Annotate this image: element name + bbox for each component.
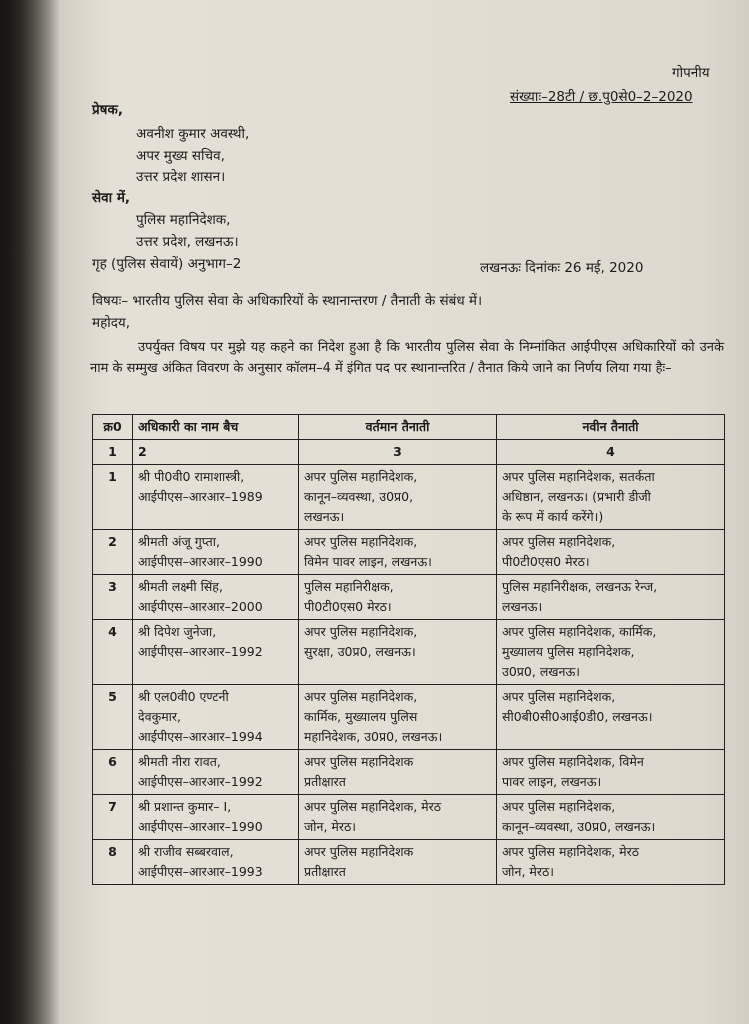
body-paragraph: उपर्युक्त विषय पर मुझे यह कहने का निदेश हुआ है कि भारतीय पुलिस सेवा के निम्नांकित आईपीएस अधिकारियों को उनके नाम के सम्मुख अंकित विवरण के अनुसार कॉलम–4 में इंगित पद पर स्थानान्तरित / तैनात किये जाने का निर्णय लिया गया हैः–: [90, 340, 724, 376]
reference-number: संख्याः–28टी / छ.पु0से0–2–2020: [510, 89, 693, 105]
table-header-row: [93, 415, 725, 440]
current-posting: अपर पुलिस महानिदेशक प्रतीक्षारत: [299, 840, 497, 885]
new-posting: अपर पुलिस महानिदेशक, पी0टी0एस0 मेरठ।: [497, 530, 725, 575]
row-serial: 1: [93, 465, 133, 530]
table-row: [93, 840, 725, 885]
new-posting: अपर पुलिस महानिदेशक, विमेन पावर लाइन, लखनऊ।: [497, 750, 725, 795]
new-posting: अपर पुलिस महानिदेशक, कार्मिक, मुख्यालय पुलिस महानिदेशक, उ0प्र0, लखनऊ।: [497, 620, 725, 685]
new-posting: अपर पुलिस महानिदेशक, सी0बी0सी0आई0डी0, लखनऊ।: [497, 685, 725, 750]
sender-name: अवनीश कुमार अवस्थी,: [136, 126, 250, 142]
column-number-row: [93, 440, 725, 465]
current-posting: अपर पुलिस महानिदेशक प्रतीक्षारत: [299, 750, 497, 795]
officer-name: श्री एल0वी0 एण्टनी देवकुमार, आईपीएस–आरआर–1994: [133, 685, 299, 750]
new-posting: पुलिस महानिरीक्षक, लखनऊ रेन्ज, लखनऊ।: [497, 575, 725, 620]
recipient-designation: पुलिस महानिदेशक,: [136, 212, 231, 228]
officer-name: श्रीमती नीरा रावत, आईपीएस–आरआर–1992: [133, 750, 299, 795]
new-posting: अपर पुलिस महानिदेशक, कानून–व्यवस्था, उ0प्र0, लखनऊ।: [497, 795, 725, 840]
page-shadow: [0, 0, 60, 1024]
officer-name: श्रीमती अंजू गुप्ता, आईपीएस–आरआर–1990: [133, 530, 299, 575]
row-serial: 8: [93, 840, 133, 885]
subject-line: विषयः– भारतीय पुलिस सेवा के अधिकारियों के स्थानान्तरण / तैनाती के संबंध में।: [92, 293, 483, 309]
row-serial: 3: [93, 575, 133, 620]
officer-name: श्री प्रशान्त कुमार– I, आईपीएस–आरआर–1990: [133, 795, 299, 840]
current-posting: अपर पुलिस महानिदेशक, सुरक्षा, उ0प्र0, लखनऊ।: [299, 620, 497, 685]
table-row: [93, 465, 725, 530]
salutation: महोदय,: [92, 315, 131, 331]
table-row: [93, 750, 725, 795]
sender-designation: अपर मुख्य सचिव,: [136, 148, 225, 164]
sender-office: उत्तर प्रदेश शासन।: [136, 169, 226, 185]
recipient-place: उत्तर प्रदेश, लखनऊ।: [136, 234, 239, 250]
row-serial: 7: [93, 795, 133, 840]
from-label: प्रेषक,: [92, 102, 123, 118]
table-row: [93, 530, 725, 575]
table-row: [93, 620, 725, 685]
current-posting: अपर पुलिस महानिदेशक, कानून–व्यवस्था, उ0प्र0, लखनऊ।: [299, 465, 497, 530]
colnum-1: 1: [93, 440, 133, 465]
header-new-posting: नवीन तैनाती: [497, 415, 725, 440]
table-row: [93, 685, 725, 750]
new-posting: अपर पुलिस महानिदेशक, मेरठ जोन, मेरठ।: [497, 840, 725, 885]
colnum-4: 4: [497, 440, 725, 465]
department: गृह (पुलिस सेवायें) अनुभाग–2: [92, 256, 242, 272]
officer-name: श्री पी0वी0 रामाशास्त्री, आईपीएस–आरआर–1989: [133, 465, 299, 530]
to-label: सेवा में,: [92, 190, 131, 206]
current-posting: अपर पुलिस महानिदेशक, मेरठ जोन, मेरठ।: [299, 795, 497, 840]
colnum-2: 2: [133, 440, 299, 465]
current-posting: अपर पुलिस महानिदेशक, कार्मिक, मुख्यालय पुलिस महानिदेशक, उ0प्र0, लखनऊ।: [299, 685, 497, 750]
table-row: [93, 795, 725, 840]
confidential-label: गोपनीय: [672, 65, 710, 81]
officer-name: श्रीमती लक्ष्मी सिंह, आईपीएस–आरआर–2000: [133, 575, 299, 620]
table-row: [93, 575, 725, 620]
row-serial: 6: [93, 750, 133, 795]
colnum-3: 3: [299, 440, 497, 465]
officer-name: श्री राजीव सब्बरवाल, आईपीएस–आरआर–1993: [133, 840, 299, 885]
current-posting: पुलिस महानिरीक्षक, पी0टी0एस0 मेरठ।: [299, 575, 497, 620]
officer-name: श्री दिपेश जुनेजा, आईपीएस–आरआर–1992: [133, 620, 299, 685]
date-line: लखनऊः दिनांकः 26 मई, 2020: [480, 260, 644, 276]
header-name: अधिकारी का नाम बैच: [133, 415, 299, 440]
row-serial: 2: [93, 530, 133, 575]
header-serial: क्र0: [93, 415, 133, 440]
new-posting: अपर पुलिस महानिदेशक, सतर्कता अधिष्ठान, लखनऊ। (प्रभारी डीजी के रूप में कार्य करेंगे।): [497, 465, 725, 530]
transfer-table: [92, 414, 725, 885]
current-posting: अपर पुलिस महानिदेशक, विमेन पावर लाइन, लखनऊ।: [299, 530, 497, 575]
row-serial: 5: [93, 685, 133, 750]
row-serial: 4: [93, 620, 133, 685]
header-current-posting: वर्तमान तैनाती: [299, 415, 497, 440]
